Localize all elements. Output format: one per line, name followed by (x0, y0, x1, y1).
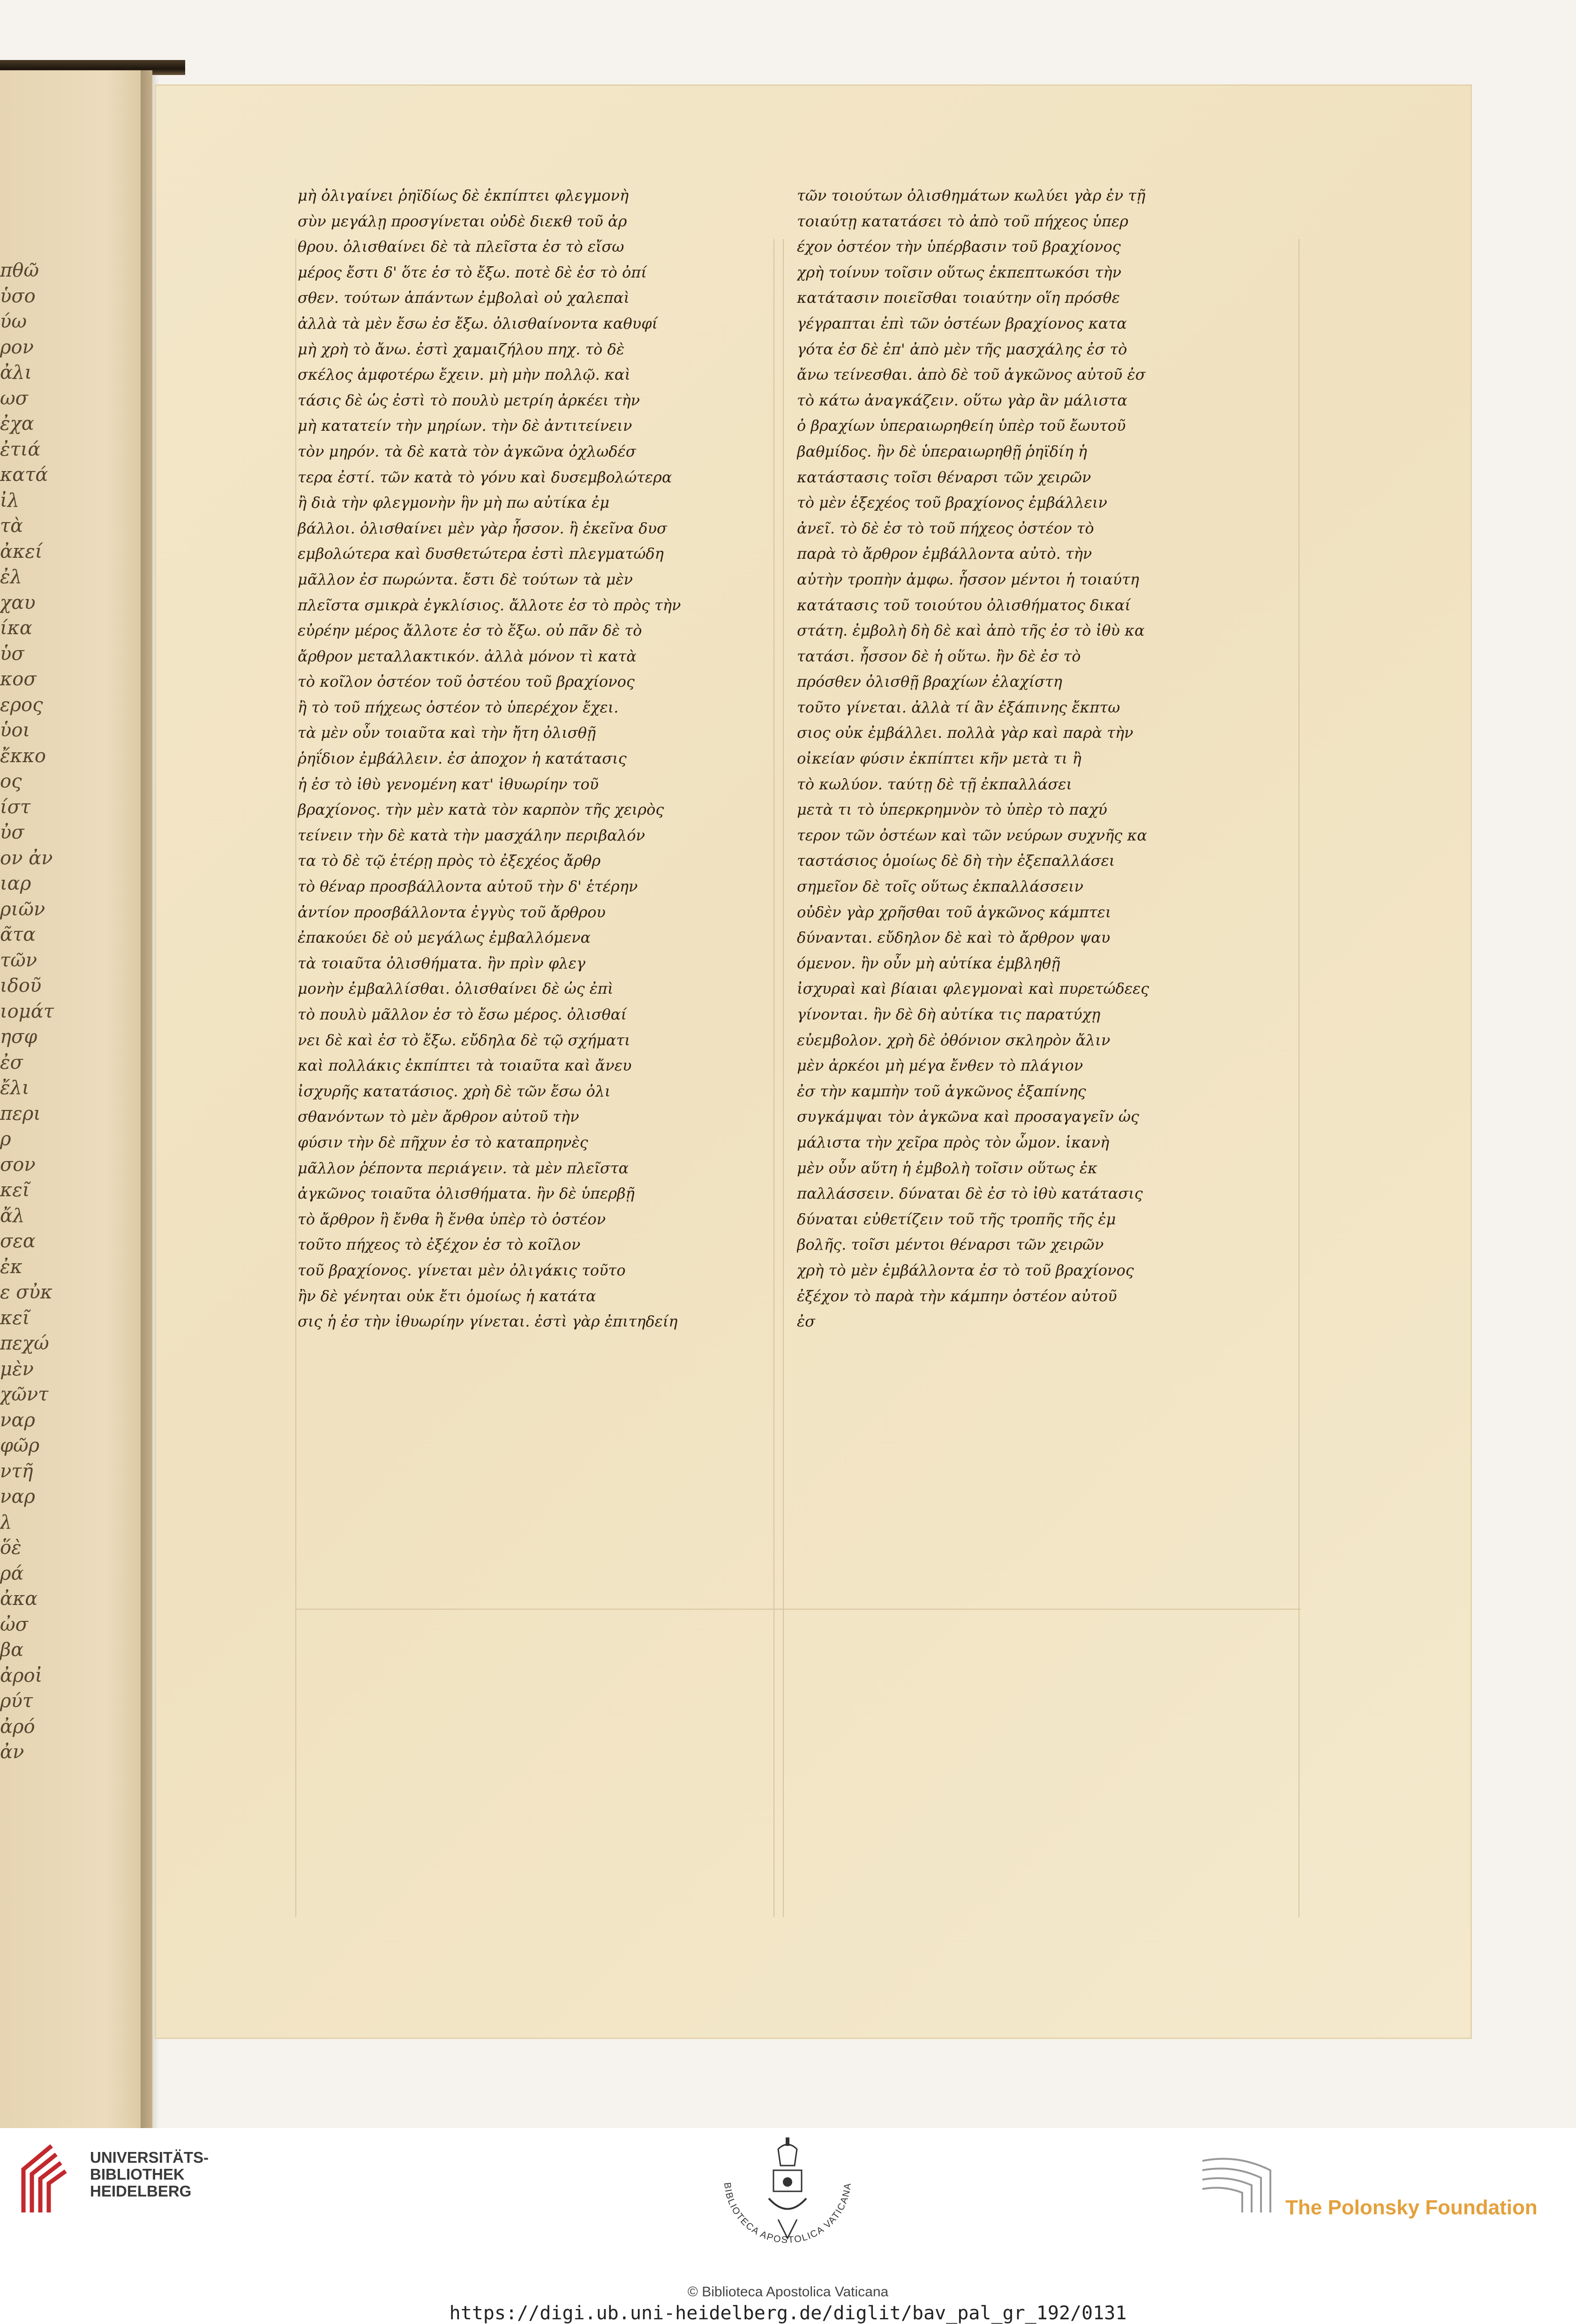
manuscript-line: συγκάμψαι τὸν ἀγκῶνα καὶ προσαγαγεῖν ὡς (797, 1108, 1139, 1126)
left-page-fragment: σεα (0, 1230, 36, 1252)
manuscript-line: παρὰ τὸ ἄρθρον ἐμβάλλοντα αὐτὸ. τὴν (797, 545, 1092, 563)
text-column-left (298, 183, 766, 1334)
left-page-fragment: ἀκα (0, 1588, 38, 1610)
manuscript-line: τὰ μὲν οὖν τοιαῦτα καὶ τὴν ἤτη ὀλισθῇ (298, 724, 596, 742)
manuscript-line: μάλιστα τὴν χεῖρα πρὸς τὸν ὦμον. ἱκανὴ (797, 1133, 1110, 1151)
manuscript-line: κατάστασις τοῖσι θέναρσι τῶν χειρῶν (797, 468, 1091, 486)
manuscript-line: τὸ θέναρ προσβάλλοντα αὐτοῦ τὴν δ' ἑτέρην (298, 877, 638, 896)
manuscript-line: ἄνω τείνεσθαι. ἀπὸ δὲ τοῦ ἀγκῶνος αὐτοῦ ἐσ (797, 366, 1146, 384)
left-page-fragment: ἄλ (0, 1205, 25, 1227)
left-page-fragment: ἀκεί (0, 540, 43, 562)
manuscript-line: ἡ ἐσ τὸ ἰθὺ γενομένη κατ' ἰθυωρίην τοῦ (298, 775, 599, 793)
manuscript-line: μὴ ὀλιγαίνει ῥηϊδίως δὲ ἐκπίπτει φλεγμονὴ (298, 187, 629, 204)
manuscript-line: τὰ τοιαῦτα ὀλισθήματα. ἢν πρὶν φλεγ (298, 954, 585, 972)
manuscript-line: μὲν οὖν αὕτη ἡ ἐμβολὴ τοῖσιν οὕτως ἐκ (797, 1159, 1098, 1177)
manuscript-line: ἀνεῖ. τὸ δὲ ἐσ τὸ τοῦ πήχεος ὀστέον τὸ (797, 519, 1094, 537)
left-page-fragment: ναρ (0, 1409, 35, 1431)
manuscript-line: δύναται εὐθετίζειν τοῦ τῆς τροπῆς τῆς ἐμ (797, 1210, 1116, 1228)
manuscript-line: βραχίονος. τὴν μὲν κατὰ τὸν καρπὸν τῆς χειρὸς (298, 801, 664, 819)
left-page-fragment: ρον (0, 336, 34, 358)
left-page-fragment: κατά (0, 464, 48, 486)
manuscript-line: ῥηΐδιον ἐμβάλλειν. ἐσ ἀποχον ἡ κατάτασις (298, 750, 627, 768)
text-column-right (797, 183, 1298, 1334)
manuscript-line: παλλάσσειν. δύναται δὲ ἐσ τὸ ἰθὺ κατάτασις (797, 1184, 1143, 1203)
manuscript-line: τῶν τοιούτων ὀλισθημάτων κωλύει γὰρ ἐν τῇ (797, 187, 1146, 204)
manuscript-line: μετὰ τι τὸ ὑπερκρημνὸν τὸ ὑπὲρ τὸ παχύ (797, 801, 1107, 819)
left-page-fragment: ίστ (0, 796, 31, 818)
left-page-fragment: ησφ (0, 1026, 38, 1048)
copyright-notice: © Biblioteca Apostolica Vaticana (687, 2284, 889, 2300)
left-page-fragment: χῶντ (0, 1384, 49, 1405)
manuscript-line: χρὴ τὸ μὲν ἐμβάλλοντα ἐσ τὸ τοῦ βραχίονος (797, 1261, 1134, 1279)
manuscript-line: τείνειν τὴν δὲ κατὰ τὴν μασχάλην περιβαλόν (298, 826, 645, 844)
left-page-fragment: ἀν (0, 1741, 24, 1763)
manuscript-line: ἰσχυραὶ καὶ βίαιαι φλεγμοναὶ καὶ πυρετώδεες (797, 980, 1149, 998)
manuscript-line: τοῦ βραχίονος. γίνεται μὲν ὀλιγάκις τοῦτο (298, 1261, 626, 1279)
manuscript-line: θρου. ὀλισθαίνει δὲ τὰ πλεῖστα ἐσ τὸ εἴσω (298, 238, 624, 256)
manuscript-line: τὸ μὲν ἐξεχέος τοῦ βραχίονος ἐμβάλλειν (797, 494, 1107, 512)
manuscript-line: ἐσ (797, 1312, 816, 1331)
left-page-fragment: ίκα (0, 617, 32, 639)
left-page-fragment: ἀλι (0, 362, 32, 383)
left-page-fragment: ιδοῦ (0, 975, 42, 997)
manuscript-line: τὸ ἄρθρον ἢ ἔνθα ἢ ἔνθα ὑπὲρ τὸ ὀστέον (298, 1210, 606, 1228)
left-page-fragment: ναρ (0, 1486, 35, 1507)
left-page-fragment: μὲν (0, 1358, 34, 1380)
ub-heidelberg-logo-icon[interactable] (19, 2142, 80, 2219)
left-page-fragment: τὰ (0, 515, 23, 537)
manuscript-line: σκέλος ἀμφοτέρω ἔχειν. μὴ μὴν πολλῷ. καὶ (298, 366, 630, 384)
manuscript-line: σθανόντων τὸ μὲν ἄρθρον αὐτοῦ τὴν (298, 1108, 579, 1126)
ruling-line (773, 239, 774, 1917)
left-page-fragment: ιομάτ (0, 1000, 54, 1022)
manuscript-line: ἄρθρον μεταλλακτικόν. ἀλλὰ μόνον τὶ κατὰ (298, 647, 637, 665)
left-page-fragment: ὠσ (0, 1613, 28, 1635)
manuscript-line: μονὴν ἐμβαλλίσθαι. ὀλισθαίνει δὲ ὡς ἐπὶ (298, 980, 614, 998)
manuscript-line: τερα ἐστί. τῶν κατὰ τὸ γόνυ καὶ δυσεμβολώτερα (298, 468, 672, 486)
left-page-fragment: ὑοι (0, 720, 30, 741)
left-page-fragment: λ (0, 1511, 12, 1533)
manuscript-line: ἢ τὸ τοῦ πήχεως ὀστέον τὸ ὑπερέχον ἔχει. (298, 698, 619, 716)
left-page-fragment: πεχώ (0, 1333, 49, 1354)
manuscript-line: τὸ πουλὺ μᾶλλον ἐσ τὸ ἔσω μέρος. ὀλισθαί (298, 1005, 627, 1023)
manuscript-line: ἀντίον προσβάλλοντα ἐγγὺς τοῦ ἄρθρου (298, 903, 606, 921)
manuscript-line: τα τὸ δὲ τῷ ἑτέρῃ πρὸς τὸ ἐξεχέος ἄρθρ (298, 852, 601, 870)
left-page-fragment: ος (0, 771, 22, 792)
left-page-fragment: ωσ (0, 387, 28, 409)
left-page-fragment: σον (0, 1154, 36, 1176)
left-page-fragment: κεῖ (0, 1307, 30, 1329)
left-page-fragment: ἐχα (0, 413, 34, 435)
left-page-fragment: ᾶτα (0, 924, 36, 945)
manuscript-line: τάσις δὲ ὡς ἐστὶ τὸ πουλὺ μετρίη ἀρκέει τὴν (298, 391, 640, 409)
manuscript-line: γίνονται. ἢν δὲ δὴ αὐτίκα τις παρατύχῃ (797, 1005, 1101, 1023)
left-page-fragment: ἀρό (0, 1716, 35, 1738)
manuscript-line: κατάτασιν ποιεῖσθαι τοιαύτην οἵη πρόσθε (797, 289, 1120, 307)
permalink-url[interactable]: https://digi.ub.uni-heidelberg.de/diglit/bav_pal_gr_192/0131 (449, 2302, 1127, 2324)
manuscript-line: τερον τῶν ὀστέων καὶ τῶν νεύρων συχνῆς κα (797, 826, 1148, 844)
manuscript-line: τοῦτο γίνεται. ἀλλὰ τί ἂν ἐξάπινης ἔκπτω (797, 698, 1120, 716)
manuscript-line: γότα ἐσ δὲ ἐπ' ἀπὸ μὲν τῆς μασχάλης ἐσ τὸ (797, 340, 1127, 358)
manuscript-line: οὐδὲν γὰρ χρῆσθαι τοῦ ἀγκῶνος κάμπτει (797, 903, 1111, 921)
manuscript-line: ταστάσιος ὁμοίως δὲ δὴ τὴν ἐξεπαλλάσει (797, 852, 1115, 870)
ruling-line (783, 239, 784, 1917)
manuscript-line: νει δὲ καὶ ἐσ τὸ ἔξω. εὔδηλα δὲ τῷ σχήματι (298, 1031, 630, 1049)
left-page-fragment: τῶν (0, 949, 38, 971)
manuscript-line: σὺν μεγάλῃ προσγίνεται οὐδὲ διεκθ τοῦ ἀρ (298, 212, 627, 230)
left-page-fragment: ἀροἰ (0, 1664, 43, 1687)
ub-line-3: HEIDELBERG (90, 2182, 192, 2200)
manuscript-line: βολῆς. τοῖσι μέντοι θέναρσι τῶν χειρῶν (797, 1236, 1104, 1254)
left-page-fragment: ὅὲ (0, 1537, 22, 1559)
polonsky-foundation-label: The Polonsky Foundation (1285, 2196, 1538, 2219)
manuscript-line: τατάσι. ἧσσον δὲ ἡ οὕτω. ἢν δὲ ἐσ τὸ (797, 647, 1081, 665)
left-page-fragment: ιαρ (0, 873, 31, 894)
left-page-fragment: ρύτ (0, 1690, 33, 1712)
manuscript-line: εμβολώτερα καὶ δυσθετώτερα ἐστὶ πλεγματώδη (298, 545, 664, 563)
manuscript-line: μὴ χρὴ τὸ ἄνω. ἐστὶ χαμαιζήλου πηχ. τὸ δὲ (298, 340, 624, 358)
manuscript-line: καὶ πολλάκις ἐκπίπτει τὰ τοιαῦτα καὶ ἄνευ (298, 1057, 632, 1075)
left-page-fragment: ὐσ (0, 822, 24, 843)
left-page-fragment: ρά (0, 1562, 24, 1584)
manuscript-line: βάλλοι. ὀλισθαίνει μὲν γὰρ ἧσσον. ἢ ἐκεῖνα δυσ (298, 519, 667, 537)
manuscript-line: τὸ κάτω ἀναγκάζειν. οὕτω γὰρ ἂν μάλιστα (797, 391, 1127, 409)
left-page-edge (0, 70, 152, 2128)
manuscript-line: οἰκείαν φύσιν ἐκπίπτει κῆν μετὰ τι ἢ (797, 750, 1081, 768)
left-page-fragment: ύω (0, 311, 27, 332)
ub-heidelberg-wordmark (90, 2149, 209, 2200)
left-page-fragment: ερος (0, 694, 43, 716)
manuscript-line: μᾶλλον ἐσ πωρώντα. ἔστι δὲ τούτων τὰ μὲν (298, 570, 633, 588)
left-page-fragment: ἰλ (0, 489, 20, 511)
left-page-fragment: χαυ (0, 592, 36, 614)
manuscript-line: πρόσθεν ὀλισθῇ βραχίων ἐλαχίστη (797, 673, 1062, 691)
bav-ring-text: BIBLIOTECA APOSTOLICA VATICANA (721, 2182, 854, 2246)
manuscript-line: βαθμίδος. ἢν δὲ ὑπεραιωρηθῇ ῥηϊδίη ἡ (797, 442, 1088, 460)
manuscript-line: ἐσ τὴν καμπὴν τοῦ ἀγκῶνος ἐξαπίνης (797, 1082, 1086, 1100)
manuscript-line: κατάτασις τοῦ τοιούτου ὀλισθήματος δικαί (797, 596, 1131, 614)
manuscript-line: τὸν μηρόν. τὰ δὲ κατὰ τὸν ἀγκῶνα ὀχλωδέσ (298, 442, 636, 460)
left-page-fragment: ἐλ (0, 566, 22, 588)
manuscript-line: εὐεμβολον. χρὴ δὲ ὀθόνιον σκληρὸν ἄλιν (797, 1031, 1111, 1049)
left-page-fragment: ὑσ (0, 643, 24, 665)
manuscript-line: σθεν. τούτων ἁπάντων ἐμβολαὶ οὐ χαλεπαὶ (298, 289, 630, 307)
left-page-fragment: ον ἀν (0, 847, 53, 869)
manuscript-line: μᾶλλον ῥέποντα περιάγειν. τὰ μὲν πλεῖστα (298, 1159, 629, 1177)
ub-line-2: BIBLIOTHEK (90, 2166, 185, 2183)
ruling-line (295, 239, 296, 1917)
manuscript-line: ἢ διὰ τὴν φλεγμονὴν ἣν μὴ πω αὐτίκα ἐμ (298, 494, 610, 512)
manuscript-line: ἀγκῶνος τοιαῦτα ὀλισθήματα. ἢν δὲ ὑπερβῇ (298, 1184, 635, 1203)
left-page-fragment: φῶρ (0, 1435, 40, 1456)
manuscript-line: όμενον. ἢν οὖν μὴ αὐτίκα ἐμβληθῇ (797, 954, 1060, 972)
left-page-fragment: ἐτιά (0, 438, 41, 460)
manuscript-line: εὐρέην μέρος ἄλλοτε ἐσ τὸ ἔξω. οὐ πᾶν δὲ τὸ (298, 622, 642, 640)
manuscript-line: ἰσχυρῆς κατατάσιος. χρὴ δὲ τῶν ἔσω ὀλι (298, 1082, 611, 1100)
manuscript-line: φύσιν τὴν δὲ πῆχυν ἐσ τὸ καταπρηνὲς (298, 1133, 588, 1151)
manuscript-line: γέγραπται ἐπὶ τῶν ὀστέων βραχίονος κατα (797, 314, 1127, 332)
left-page-fragment: πθῶ (0, 260, 39, 281)
manuscript-line: ἀλλὰ τὰ μὲν ἔσω ἐσ ἔξω. ὀλισθαίνοντα καθυφί (298, 314, 658, 332)
manuscript-line: δύνανται. εὔδηλον δὲ καὶ τὸ ἄρθρον ψαυ (797, 929, 1111, 947)
manuscript-line: μὴ κατατείν τὴν μηρίων. τὴν δὲ ἀντιτείνειν (298, 417, 632, 435)
manuscript-line: χρὴ τοίνυν τοῖσιν οὕτως ἐκπεπτωκόσι τὴν (797, 263, 1122, 281)
manuscript-line: μὲν ἀρκέοι μὴ μέγα ἔνθεν τὸ πλάγιον (797, 1057, 1083, 1075)
left-page-fragment: ε σὐκ (0, 1282, 53, 1303)
ub-line-1: UNIVERSITÄTS- (90, 2149, 209, 2166)
manuscript-line: στάτη. ἐμβολὴ δὴ δὲ καὶ ἀπὸ τῆς ἐσ τὸ ἰθὺ κα (797, 622, 1145, 640)
manuscript-line: σιος οὐκ ἐμβάλλει. πολλὰ γὰρ καὶ παρὰ τὴν (797, 724, 1133, 742)
manuscript-line: μέρος ἔστι δ' ὅτε ἐσ τὸ ἔξω. ποτὲ δὲ ἐσ τὸ ὀπί (298, 263, 647, 281)
left-page-fragment: κοσ (0, 668, 37, 690)
manuscript-line: αὐτὴν τροπὴν ἀμφω. ἧσσον μέντοι ἡ τοιαύτη (797, 570, 1140, 588)
manuscript-line: τὸ κοῖλον ὀστέον τοῦ ὀστέου τοῦ βραχίονος (298, 673, 635, 691)
left-page-fragment: κεῖ (0, 1179, 30, 1201)
left-page-fragment: βα (0, 1639, 24, 1661)
manuscript-line: τοῦτο πήχεος τὸ ἐξέχον ἐσ τὸ κοῖλον (298, 1236, 581, 1254)
manuscript-line: ἐξέχον τὸ παρὰ τὴν κάμπην ὀστέον αὐτοῦ (797, 1287, 1117, 1305)
vatican-library-seal-icon[interactable] (698, 2137, 877, 2280)
left-page-fragment: ὑσο (0, 285, 36, 307)
ruling-line (1298, 239, 1299, 1917)
manuscript-line: έχον ὀστέον τὴν ὑπέρβασιν τοῦ βραχίονος (797, 238, 1121, 256)
left-page-fragment: ἔκκο (0, 745, 46, 767)
manuscript-line: τὸ κωλύον. ταύτῃ δὲ τῇ ἐκπαλλάσει (797, 775, 1073, 793)
left-page-fragment: ἐσ (0, 1051, 23, 1073)
manuscript-line: ὁ βραχίων ὑπεραιωρηθείη ὑπὲρ τοῦ ἔωυτοῦ (797, 417, 1126, 435)
left-page-fragment: ντῆ (0, 1460, 33, 1482)
manuscript-line: ἢν δὲ γένηται οὐκ ἔτι ὁμοίως ἡ κατάτα (298, 1287, 596, 1305)
left-page-fragment: περι (0, 1102, 41, 1125)
manuscript-line: πλεῖστα σμικρὰ ἐγκλίσιος. ἄλλοτε ἐσ τὸ πρὸς τὴν (298, 596, 681, 614)
left-page-fragment: ριῶν (0, 898, 45, 920)
left-page-fragment: ἐκ (0, 1256, 23, 1278)
manuscript-line: σημεῖον δὲ τοῖς οὕτως ἐκπαλλάσσειν (797, 877, 1084, 896)
manuscript-line: ἐπακούει δὲ οὐ μεγάλως ἐμβαλλόμενα (298, 929, 591, 947)
left-page-fragment: ἔλι (0, 1077, 30, 1099)
polonsky-foundation-icon[interactable] (1200, 2152, 1280, 2224)
footer (0, 2128, 1576, 2324)
manuscript-line: τοιαύτῃ κατατάσει τὸ ἀπὸ τοῦ πήχεος ὑπερ (797, 212, 1128, 230)
manuscript-line: σις ἡ ἐσ τὴν ἰθυωρίην γίνεται. ἐστὶ γὰρ ἐπιτηδείη (298, 1312, 678, 1331)
ruling-line (295, 1609, 1301, 1610)
left-page-fragment: ρ (0, 1128, 11, 1150)
